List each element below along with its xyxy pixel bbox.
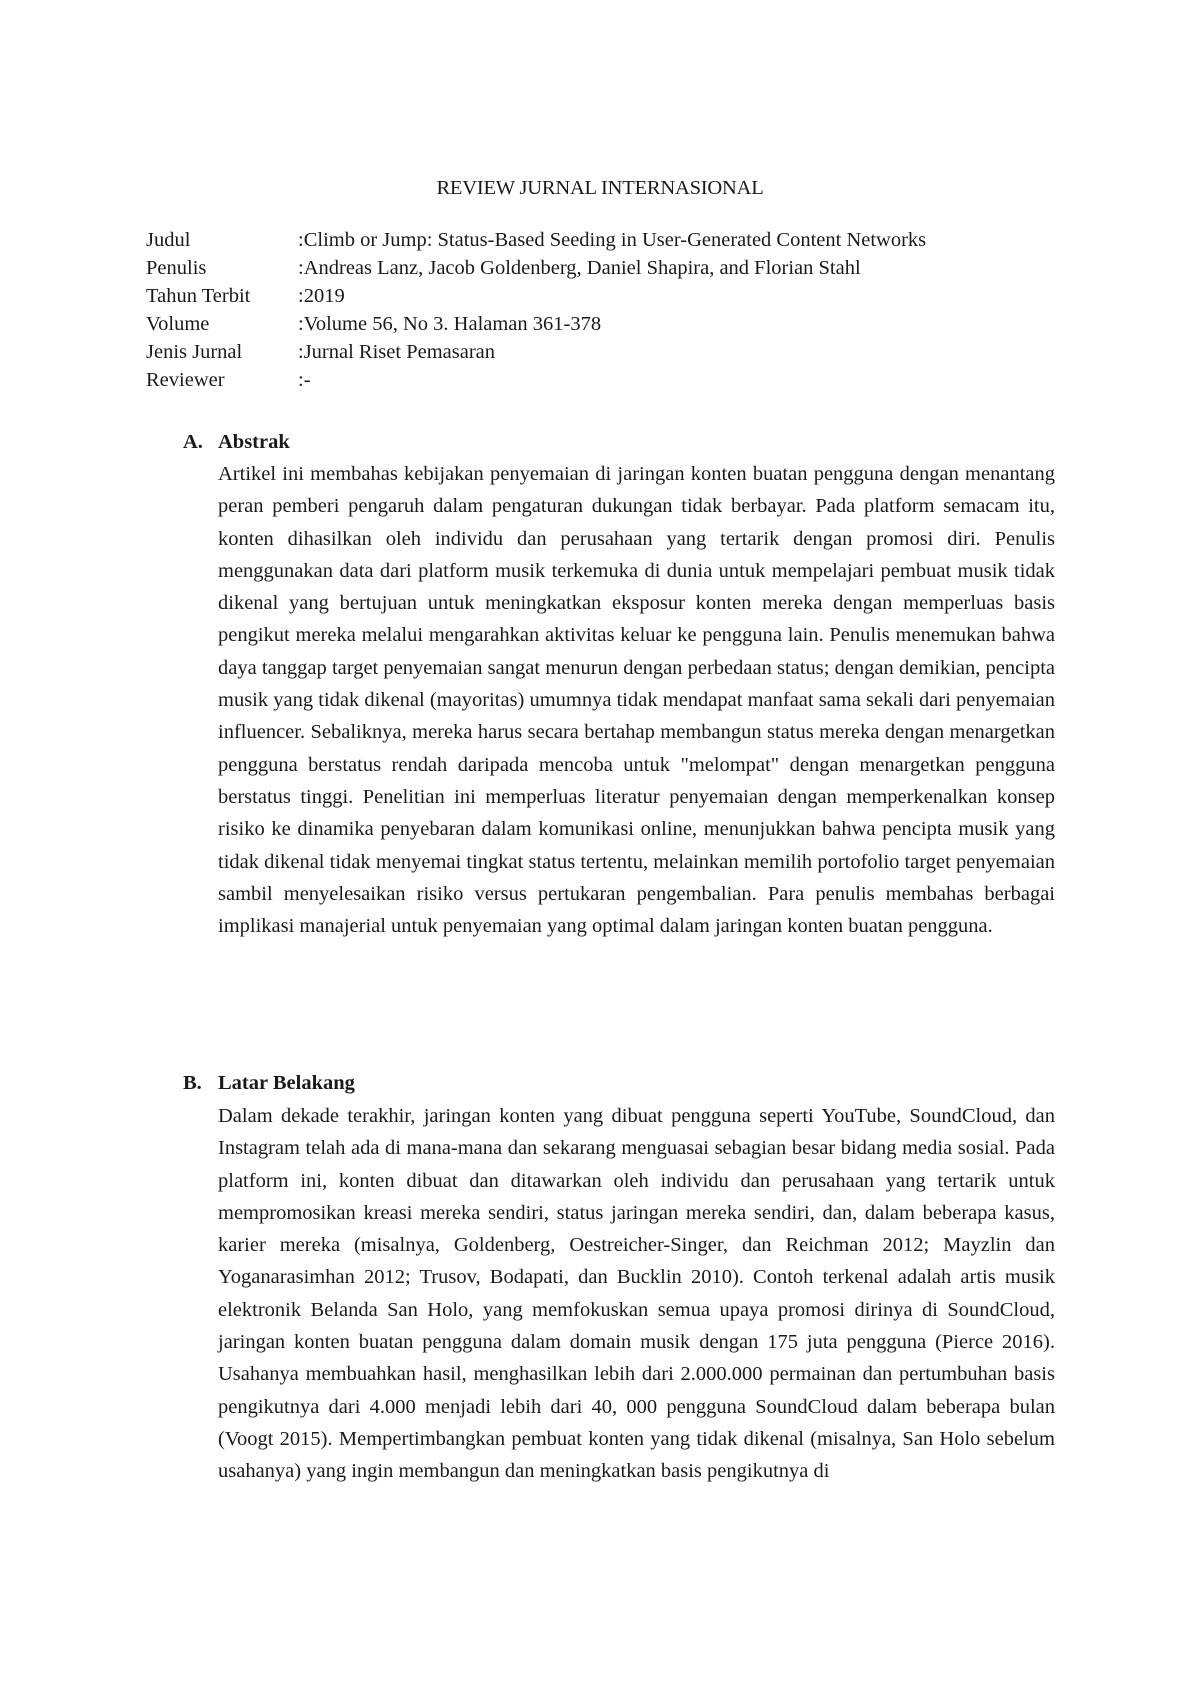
meta-value: - (303, 369, 311, 391)
meta-label: Penulis (146, 257, 207, 279)
meta-row-reviewer (146, 366, 1086, 394)
meta-row-volume (146, 310, 1086, 338)
section-heading-text: Latar Belakang (218, 1072, 355, 1094)
meta-separator: : (298, 285, 304, 307)
meta-separator: : (298, 341, 304, 363)
meta-row-year (146, 282, 1086, 310)
meta-label: Volume (146, 313, 210, 335)
meta-row-title (146, 226, 1086, 254)
meta-value: Volume 56, No 3. Halaman 361-378 (303, 313, 602, 335)
section-heading (183, 1069, 355, 1097)
section-heading-text: Abstrak (218, 431, 290, 453)
metadata-block (146, 226, 1086, 394)
meta-value: Andreas Lanz, Jacob Goldenberg, Daniel Shapira, and Florian Stahl (303, 257, 861, 279)
meta-label: Judul (146, 229, 191, 251)
meta-separator: : (298, 257, 304, 279)
section-body: Dalam dekade terakhir, jaringan konten yang dibuat pengguna seperti YouTube, SoundCloud, dan Instagram telah ada di mana-mana dan sekarang menguasai sebagian besar bidang media sosial. Pada platform ini, konten dibuat dan ditawarkan oleh individu dan perusahaan yang tertarik untuk mempromosikan kreasi mereka sendiri, status jaringan mereka sendiri, dan, dalam beberapa kasus, karier mereka (misalnya, Goldenberg, Oestreicher-Singer, dan Reichman 2012; Mayzlin dan Yoganarasimhan 2012; Trusov, Bodapati, dan Bucklin 2010). Contoh terkenal adalah artis musik elektronik Belanda San Holo, yang memfokuskan semua upaya promosi dirinya di SoundCloud, jaringan konten buatan pengguna dalam domain musik dengan 175 juta pengguna (Pierce 2016). Usahanya membuahkan hasil, menghasilkan lebih dari 2.000.000 permainan dan pertumbuhan basis pengikutnya dari 4.000 menjadi lebih dari 40, 000 pengguna SoundCloud dalam beberapa bulan (Voogt 2015). Mempertimbangkan pembuat konten yang tidak dikenal (misalnya, San Holo sebelum usahanya) yang ingin membangun dan meningkatkan basis pengikutnya di (218, 1105, 1055, 1483)
meta-label: Reviewer (146, 369, 225, 391)
section-body: Artikel ini membahas kebijakan penyemaian di jaringan konten buatan pengguna dengan menantang peran pemberi pengaruh dalam pengaturan dukungan tidak berbayar. Pada platform semacam itu, konten dihasilkan oleh individu dan perusahaan yang tertarik dengan promosi diri. Penulis menggunakan data dari platform musik terkemuka di dunia untuk mempelajari pembuat musik tidak dikenal yang bertujuan untuk meningkatkan eksposur konten mereka dengan memperluas basis pengikut mereka melalui mengarahkan aktivitas keluar ke pengguna lain. Penulis menemukan bahwa daya tanggap target penyemaian sangat menurun dengan perbedaan status; dengan demikian, pencipta musik yang tidak dikenal (mayoritas) umumnya tidak mendapat manfaat sama sekali dari penyemaian influencer. Sebaliknya, mereka harus secara bertahap membangun status mereka dengan menargetkan pengguna berstatus rendah daripada mencoba untuk "melompat" dengan menargetkan pengguna berstatus tinggi. Penelitian ini memperluas literatur penyemaian dengan memperkenalkan konsep risiko ke dinamika penyebaran dalam komunikasi online, menunjukkan bahwa pencipta musik yang tidak dikenal tidak menyemai tingkat status tertentu, melainkan memilih portofolio target penyemaian sambil menyelesaikan risiko versus pertukaran pengembalian. Para penulis membahas berbagai implikasi manajerial untuk penyemaian yang optimal dalam jaringan konten buatan pengguna. (218, 463, 1055, 938)
meta-value: 2019 (303, 285, 345, 307)
meta-label: Jenis Jurnal (146, 341, 243, 363)
section-heading (183, 428, 290, 456)
document-title: REVIEW JURNAL INTERNASIONAL (436, 177, 764, 199)
meta-row-journal-type (146, 338, 1086, 366)
section-letter: B. (183, 1072, 202, 1094)
meta-label: Tahun Terbit (146, 285, 251, 307)
meta-separator: : (298, 313, 304, 335)
section-letter: A. (183, 431, 203, 453)
meta-row-authors (146, 254, 1086, 282)
meta-value: Climb or Jump: Status-Based Seeding in User-Generated Content Networks (303, 229, 927, 251)
meta-separator: : (298, 229, 304, 251)
meta-value: Jurnal Riset Pemasaran (303, 341, 495, 363)
meta-separator: : (298, 369, 304, 391)
